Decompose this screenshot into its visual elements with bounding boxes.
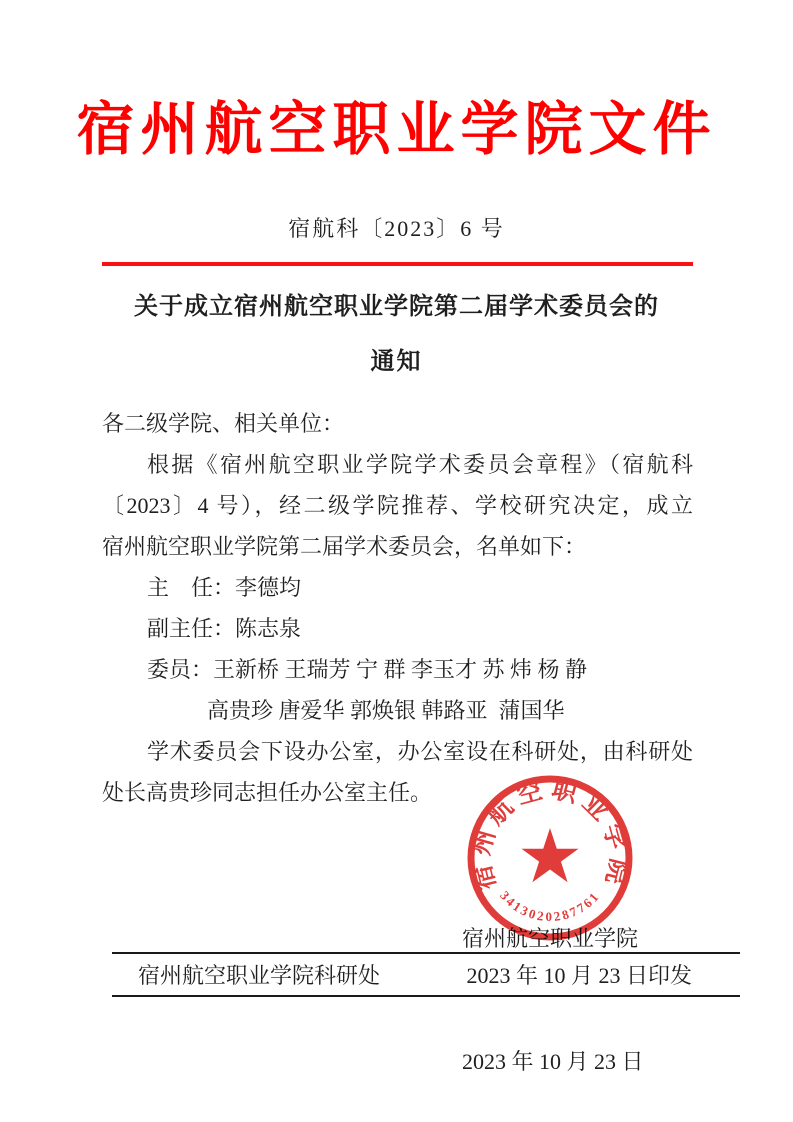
seal-star-icon — [522, 828, 579, 882]
official-seal — [464, 772, 636, 944]
paragraph1-line2: 〔2023〕4 号），经二级学院推荐、学校研究决定，成立 — [102, 493, 693, 518]
salutation-line: 各二级学院、相关单位： — [102, 411, 345, 436]
seal-arc-text: 宿州航空职业学院 — [467, 775, 633, 893]
signature-date: 2023 年 10 月 23 日 — [462, 1049, 644, 1074]
red-banner-title: 宿州航空职业学院文件 — [76, 97, 717, 162]
vice-chair-line: 副主任：陈志泉 — [147, 616, 302, 641]
signature-org: 宿州航空职业学院 — [462, 926, 639, 951]
footer-print-date: 2023 年 10 月 23 日印发 — [466, 963, 692, 988]
notice-title — [0, 292, 793, 377]
document-number: 宿航科〔2023〕6 号 — [288, 216, 505, 241]
notice-title-line1: 关于成立宿州航空职业学院第二届学术委员会的 — [134, 294, 659, 320]
document-body — [0, 403, 793, 813]
notice-title-line2: 通知 — [370, 349, 423, 375]
footer-bar — [112, 952, 740, 997]
seal-code-text: 3413020287761 — [497, 887, 603, 925]
paragraph2-line1: 学术委员会下设办公室，办公室设在科研处，由科研处 — [147, 739, 693, 764]
paragraph1-line1: 根据《宿州航空职业学院学术委员会章程》（宿航科 — [147, 452, 693, 477]
members-line1: 委员：王新桥 王瑞芳 宁 群 李玉才 苏 炜 杨 静 — [147, 657, 588, 682]
members-line2: 高贵珍 唐爱华 郭焕银 韩路亚 蒲国华 — [207, 698, 565, 723]
paragraph2-line2: 处长高贵珍同志担任办公室主任。 — [102, 780, 433, 805]
chair-line: 主 任：李德均 — [147, 575, 302, 600]
paragraph1-line3: 宿州航空职业学院第二届学术委员会，名单如下： — [102, 534, 587, 559]
footer-issuer: 宿州航空职业学院科研处 — [138, 963, 381, 988]
red-divider-line — [102, 262, 693, 266]
